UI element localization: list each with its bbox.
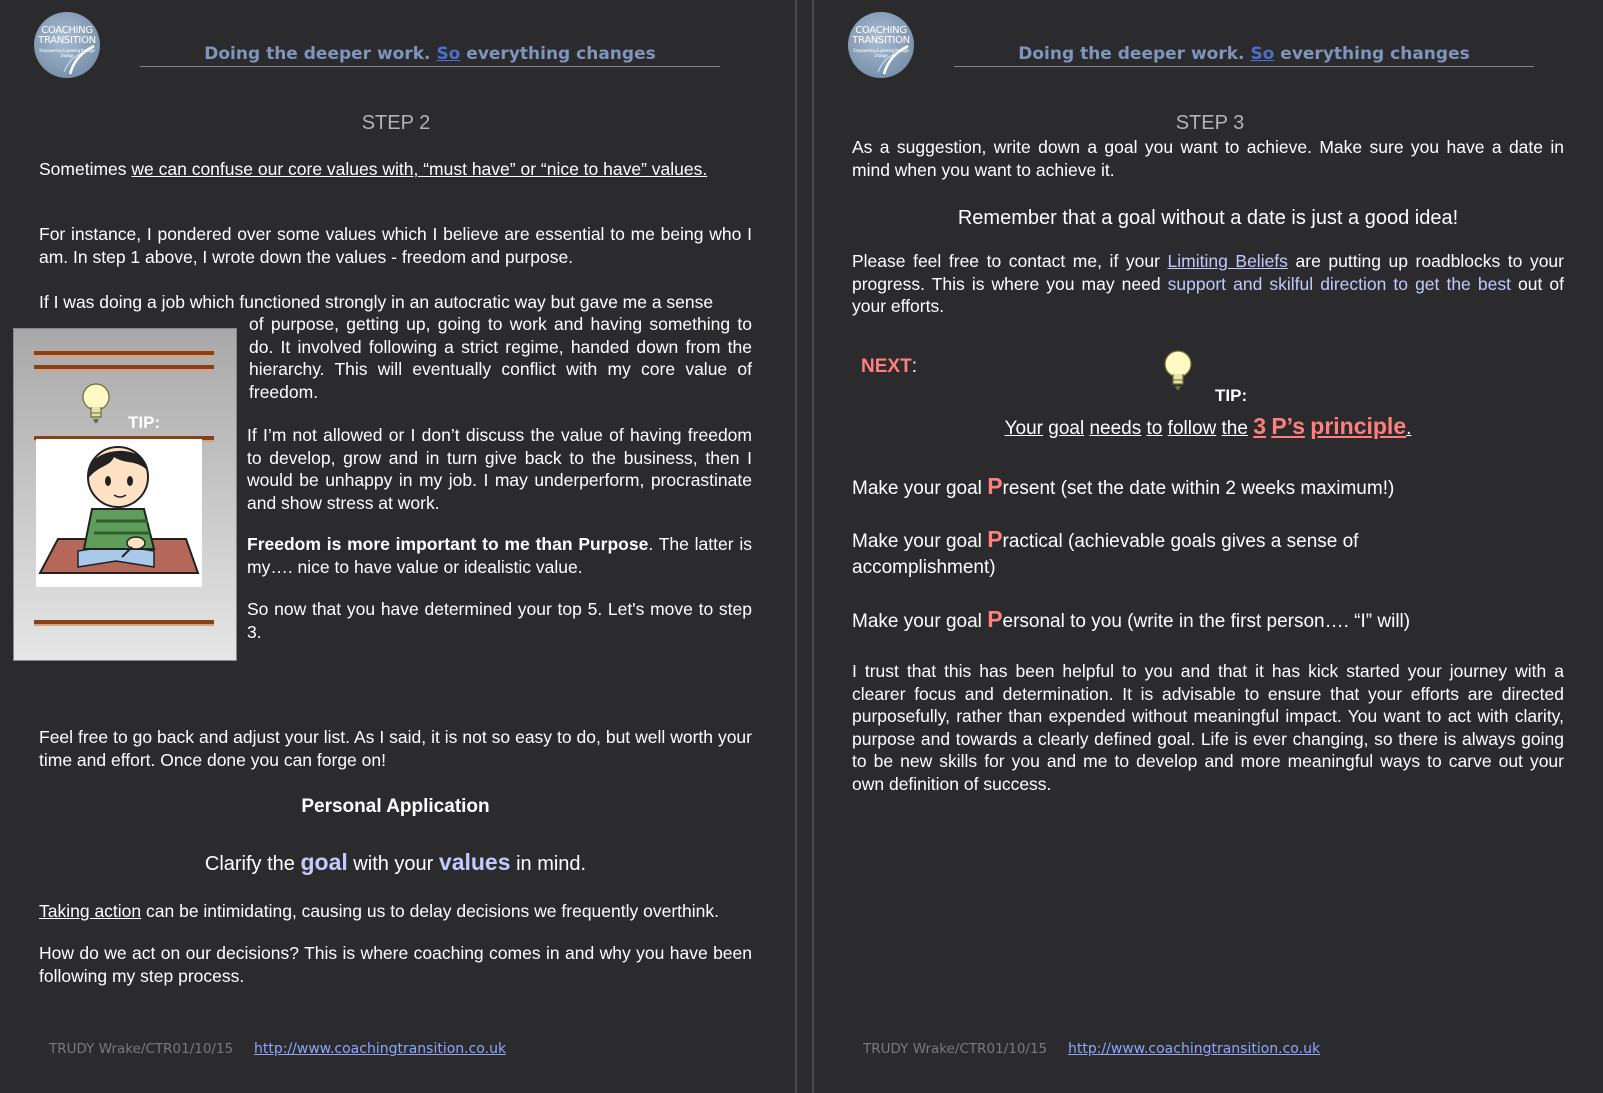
p-letter: P — [987, 606, 1003, 632]
underlined-word: the — [1221, 418, 1248, 439]
principle-ps: P’s — [1271, 413, 1305, 439]
text-span: with your — [347, 853, 439, 875]
header-divider — [954, 66, 1534, 67]
paragraph-job-rest: of purpose, getting up, going to work and having something to do. It involved following a strict regime, handed down from the hierarchy. This will eventually conflict with my core value of freedom. — [249, 314, 752, 402]
footer-website-link[interactable]: http://www.coachingtransition.co.uk — [1068, 1041, 1321, 1057]
paragraph-contact — [852, 250, 1564, 318]
logo-text-line3: Empowering & growing through change — [853, 48, 909, 58]
paragraph-act-decisions: How do we act on our decisions? This is where coaching comes in and why you have been following my step process. — [39, 943, 752, 986]
remember-line: Remember that a goal without a date is just a good idea! — [957, 207, 1459, 229]
tagline-part: everything changes — [1274, 44, 1470, 64]
logo-text-line1: COACHING — [855, 25, 907, 36]
principle-number: 3 — [1253, 413, 1267, 439]
values-highlight: values — [438, 849, 511, 875]
logo-text-line2: TRANSITION — [38, 35, 96, 46]
student-icon — [36, 439, 202, 587]
paragraph-job-line1: If I was doing a job which functioned strongly in an autocratic way but gave me a sense — [39, 292, 714, 312]
text-span: Please feel free to contact me, if your — [852, 251, 1168, 271]
text-span: . — [1406, 418, 1412, 439]
clarify-goal-line — [39, 848, 752, 878]
lightbulb-icon — [1162, 348, 1194, 394]
underlined-word: follow — [1167, 418, 1217, 439]
text-span: out of your efforts. — [852, 273, 1564, 316]
paragraph-taking-action — [39, 900, 752, 923]
three-ps-principle — [852, 411, 1564, 444]
decor-bar — [34, 351, 214, 355]
coaching-transition-logo — [848, 12, 914, 78]
closing-paragraph: I trust that this has been helpful to you and that it has kick started your journey with a clearer focus and determination. It is advisable to ensure that your efforts are directed purposefully, rather than expended without meaningful impact. You want to act with clarity, purpose and towards a clearly defined goal. Life is ever changing, so there is always going to be new skills for you and me to develop and more meaningful ways to carve out your own definition of success. — [852, 661, 1564, 794]
make-practical — [852, 526, 1564, 581]
make-personal — [852, 606, 1564, 635]
soft-highlight: support and skilful direction to get the best — [1167, 273, 1511, 294]
next-text: NEXT — [861, 356, 912, 377]
student-writing-illustration — [36, 439, 202, 587]
decor-bar — [34, 365, 214, 369]
text-span: Clarify the — [204, 853, 301, 875]
underlined-text: we can confuse our core values with, “must have” or “nice to have” values. — [131, 159, 708, 179]
limiting-beliefs-link[interactable]: Limiting Beliefs — [1167, 251, 1288, 271]
tagline-so: So — [1250, 44, 1275, 64]
make-present — [852, 473, 1564, 502]
page-left — [0, 0, 797, 1093]
underlined-word: to — [1146, 418, 1163, 439]
logo-text-line1: COACHING — [41, 25, 93, 36]
text-span: ersonal to you (write in the first person…. “I” will) — [1002, 611, 1411, 632]
text-span: are putting up roadblocks to your progress. This is where you may need — [852, 251, 1564, 294]
bold-text: Freedom is more important to me than Purpose — [247, 534, 649, 554]
text-span: ractical (achievable goals gives a sense of accomplishment) — [852, 531, 1359, 578]
footer-reference: TRUDY Wrake/CTR01/10/15 — [49, 1041, 234, 1057]
tip-illustration — [13, 328, 237, 661]
decor-bar — [34, 620, 214, 624]
step-title: STEP 3 — [1175, 112, 1245, 134]
paragraph-adjust-list: Feel free to go back and adjust your list. As I said, it is not so easy to do, but well worth your time and effort. Once done you can forge on! — [39, 727, 752, 770]
footer-website-link[interactable]: http://www.coachingtransition.co.uk — [254, 1041, 507, 1057]
footer-reference: TRUDY Wrake/CTR01/10/15 — [863, 1041, 1048, 1057]
paragraph-freedom: If I’m not allowed or I don’t discuss the value of having freedom to develop, grow and in turn give back to the business, then I would be unhappy in my job. I may underperform, procrastinate and show stress at work. — [247, 425, 752, 513]
tagline — [140, 44, 720, 64]
goal-highlight: goal — [300, 849, 348, 875]
text-span: Make your goal — [852, 478, 988, 499]
p-letter: P — [987, 473, 1003, 499]
text-span: can be intimidating, causing us to delay decisions we frequently overthink. — [141, 901, 719, 921]
tagline — [954, 44, 1534, 64]
text-span: . The latter is my…. nice to have value or idealistic value. — [247, 534, 752, 577]
underlined-word: needs — [1089, 418, 1142, 439]
text-span: : — [911, 356, 917, 377]
tagline-so: So — [436, 44, 461, 64]
paragraph-confuse — [39, 158, 752, 181]
text-span: resent (set the date within 2 weeks maximum!) — [1002, 478, 1395, 499]
principle-word: principle — [1310, 413, 1407, 439]
paragraph-move-step3: So now that you have determined your top 5. Let's move to step 3. — [247, 599, 752, 642]
text-span: in mind. — [510, 853, 587, 875]
underlined-text: Taking action — [39, 901, 142, 921]
underlined-word: goal — [1048, 418, 1085, 439]
text-span: Make your goal — [852, 611, 988, 632]
tagline-part: Doing the deeper work. — [1018, 44, 1251, 64]
paragraph-suggestion: As a suggestion, write down a goal you want to achieve. Make sure you have a date in mind when you want to achieve it. — [852, 137, 1564, 180]
text-span: Make your goal — [852, 531, 988, 552]
tip-label: TIP: — [1215, 386, 1248, 405]
logo-text-line3: Empowering & growing through change — [39, 48, 95, 58]
page-right — [812, 0, 1603, 1093]
underlined-word: Your — [1004, 418, 1043, 439]
personal-application-heading: Personal Application — [301, 796, 490, 817]
tip-label: TIP: — [128, 413, 161, 432]
logo-text-line2: TRANSITION — [852, 35, 910, 46]
tagline-part: everything changes — [460, 44, 656, 64]
tagline-part: Doing the deeper work. — [204, 44, 437, 64]
p-letter: P — [987, 526, 1003, 552]
next-label — [861, 356, 981, 379]
text-span: Sometimes — [39, 159, 132, 179]
lightbulb-icon — [80, 381, 112, 427]
header-divider — [140, 66, 720, 67]
paragraph-instance: For instance, I pondered over some values which I believe are essential to me being who I am. In step 1 above, I wrote down the values - freedom and purpose. — [39, 224, 752, 267]
coaching-transition-logo — [34, 12, 100, 78]
step-title: STEP 2 — [361, 112, 431, 134]
paragraph-freedom-important — [247, 533, 752, 578]
